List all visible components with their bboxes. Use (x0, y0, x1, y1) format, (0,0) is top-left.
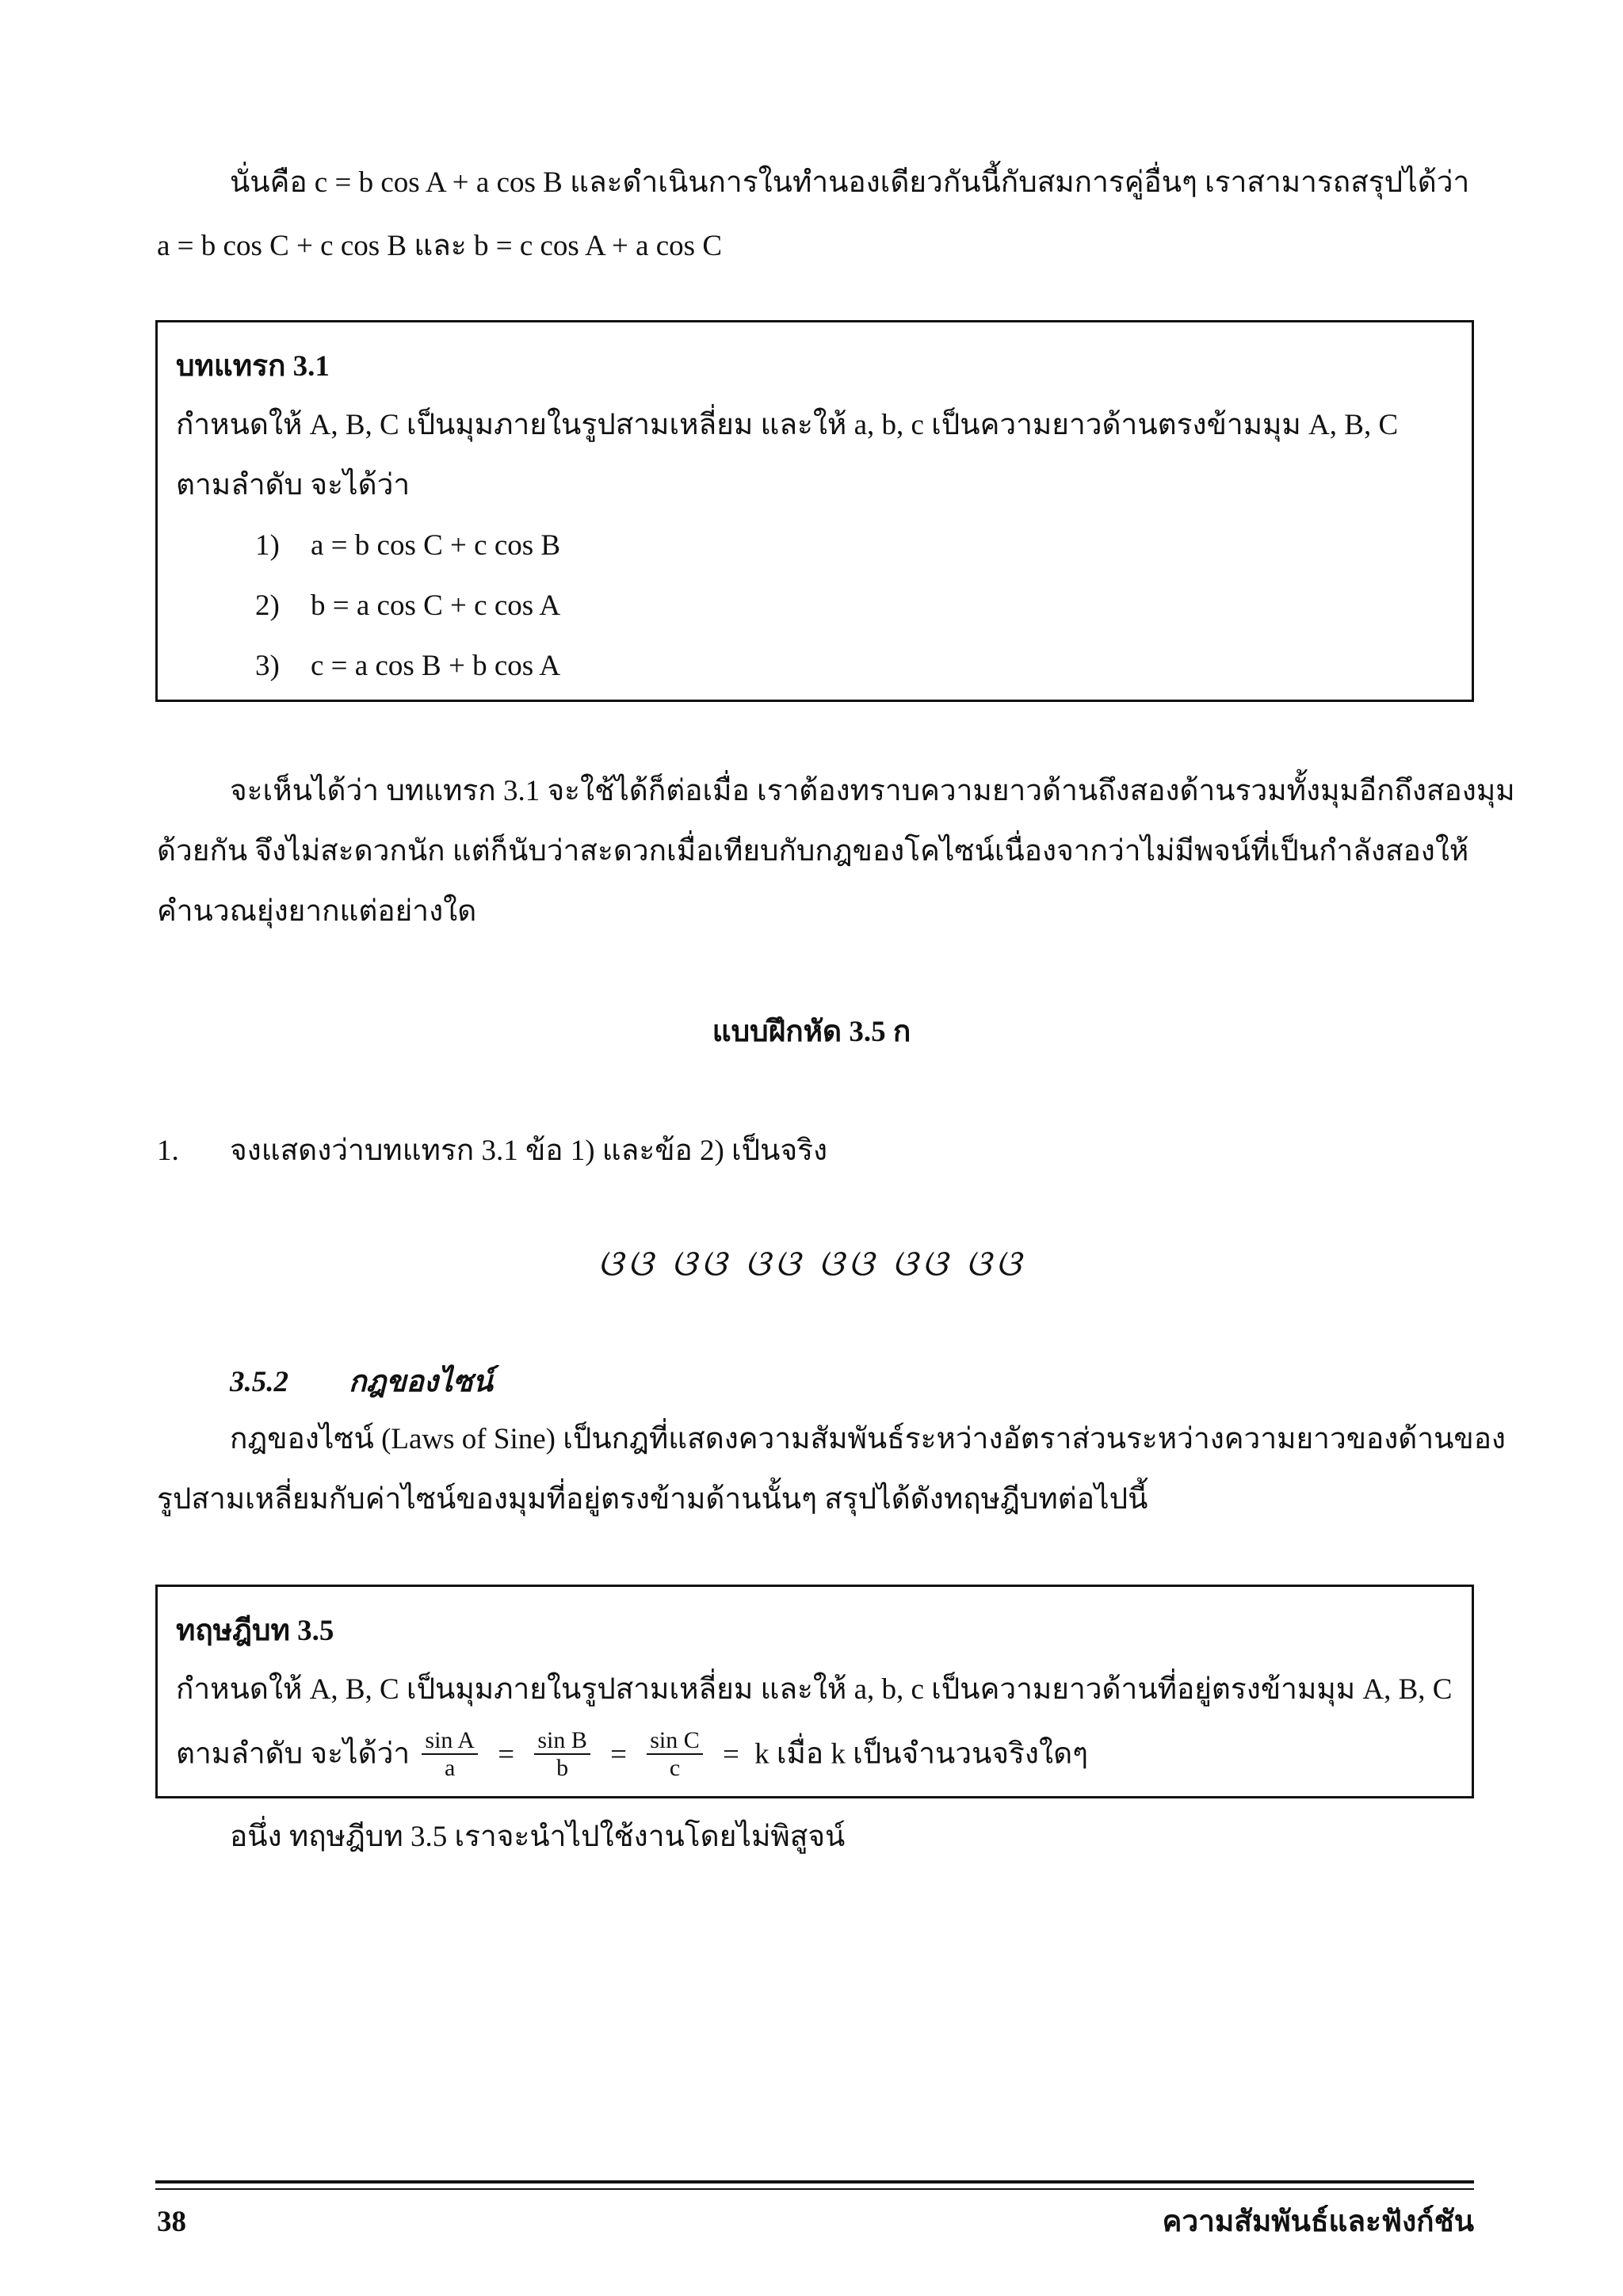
equals-sign: = (498, 1737, 515, 1771)
lemma-title: บทแทรก 3.1 (176, 350, 330, 383)
theorem-line-1: กำหนดให้ A, B, C เป็นมุมภายในรูปสามเหลี่ยม และให้ a, b, c เป็นความยาวด้านที่อยู่ตรงข้ามมุม A, B, C (176, 1673, 1453, 1706)
fraction-sin-b-numerator: sin B (534, 1727, 590, 1755)
fraction-sin-a (422, 1727, 478, 1781)
lemma-item-3-num: 3) (255, 650, 280, 682)
fraction-sin-c-numerator: sin C (647, 1727, 703, 1755)
lemma-item-1-text: a = b cos C + c cos B (311, 529, 561, 562)
section-divider-ornament: ଓଓ ଓଓ ଓଓ ଓଓ ଓଓ ଓଓ (598, 1243, 1025, 1283)
exercise-item-text: จงแสดงว่าบทแทรก 3.1 ข้อ 1) และข้อ 2) เป็นจริง (230, 1135, 828, 1167)
para2-line-1: จะเห็นได้ว่า บทแทรก 3.1 จะใช้ได้ก็ต่อเมื่อ เราต้องทราบความยาวด้านถึงสองด้านรวมทั้งมุมอีกถึงสองมุม (230, 775, 1515, 807)
theorem-line-2-prefix: ตามลำดับ จะได้ว่า (176, 1737, 411, 1771)
para2-line-3: คำนวณยุ่งยากแต่อย่างใด (157, 895, 477, 928)
intro-line-2: a = b cos C + c cos B และ b = c cos A + a cos C (157, 230, 723, 262)
footer-rule-thick (155, 2180, 1474, 2183)
exercise-title: แบบฝึกหัด 3.5 ก (712, 1016, 911, 1048)
fraction-sin-a-denominator: a (445, 1755, 456, 1781)
section-title: กฎของไซน์ (349, 1366, 493, 1398)
page-number: 38 (157, 2206, 186, 2238)
section-number: 3.5.2 (230, 1366, 288, 1398)
theorem-line-2-suffix: k เมื่อ k เป็นจำนวนจริงใดๆ (754, 1737, 1088, 1771)
theorem-title: ทฤษฎีบท 3.5 (176, 1615, 334, 1647)
footer-rule-thin (155, 2188, 1474, 2190)
fraction-sin-c (647, 1727, 703, 1781)
running-footer-title: ความสัมพันธ์และฟังก์ชัน (1162, 2206, 1474, 2238)
theorem-line-2 (176, 1727, 1088, 1781)
lemma-item-3-text: c = a cos B + b cos A (311, 650, 561, 682)
fraction-sin-a-numerator: sin A (422, 1727, 478, 1755)
section-line-2: รูปสามเหลี่ยมกับค่าไซน์ของมุมที่อยู่ตรงข้ามด้านนั้นๆ สรุปได้ดังทฤษฎีบทต่อไปนี้ (157, 1483, 1148, 1516)
lemma-item-1-num: 1) (255, 529, 280, 562)
fraction-sin-b-denominator: b (556, 1755, 569, 1781)
lemma-box (155, 320, 1474, 702)
fraction-sin-c-denominator: c (669, 1755, 681, 1781)
intro-line-1: นั่นคือ c = b cos A + a cos B และดำเนินการในทำนองเดียวกันนี้กับสมการคู่อื่นๆ เราสามารถสรุปได้ว่า (230, 166, 1470, 199)
exercise-item-number: 1. (157, 1135, 179, 1167)
fraction-sin-b (534, 1727, 590, 1781)
lemma-line-2: ตามลำดับ จะได้ว่า (176, 469, 411, 502)
lemma-item-2-num: 2) (255, 589, 280, 622)
note-line: อนึ่ง ทฤษฎีบท 3.5 เราจะนำไปใช้งานโดยไม่พิสูจน์ (230, 1821, 846, 1853)
equals-sign: = (723, 1737, 739, 1771)
lemma-item-2-text: b = a cos C + c cos A (311, 589, 561, 622)
lemma-line-1: กำหนดให้ A, B, C เป็นมุมภายในรูปสามเหลี่ยม และให้ a, b, c เป็นความยาวด้านตรงข้ามมุม A, B, C (176, 409, 1399, 441)
section-line-1: กฎของไซน์ (Laws of Sine) เป็นกฎที่แสดงความสัมพันธ์ระหว่างอัตราส่วนระหว่างความยาวของด้านของ (230, 1423, 1506, 1455)
para2-line-2: ด้วยกัน จึงไม่สะดวกนัก แต่ก็นับว่าสะดวกเมื่อเทียบกับกฎของโคไซน์เนื่องจากว่าไม่มีพจน์ที่เป็นกำลังสองให้ (157, 835, 1469, 868)
equals-sign: = (610, 1737, 627, 1771)
